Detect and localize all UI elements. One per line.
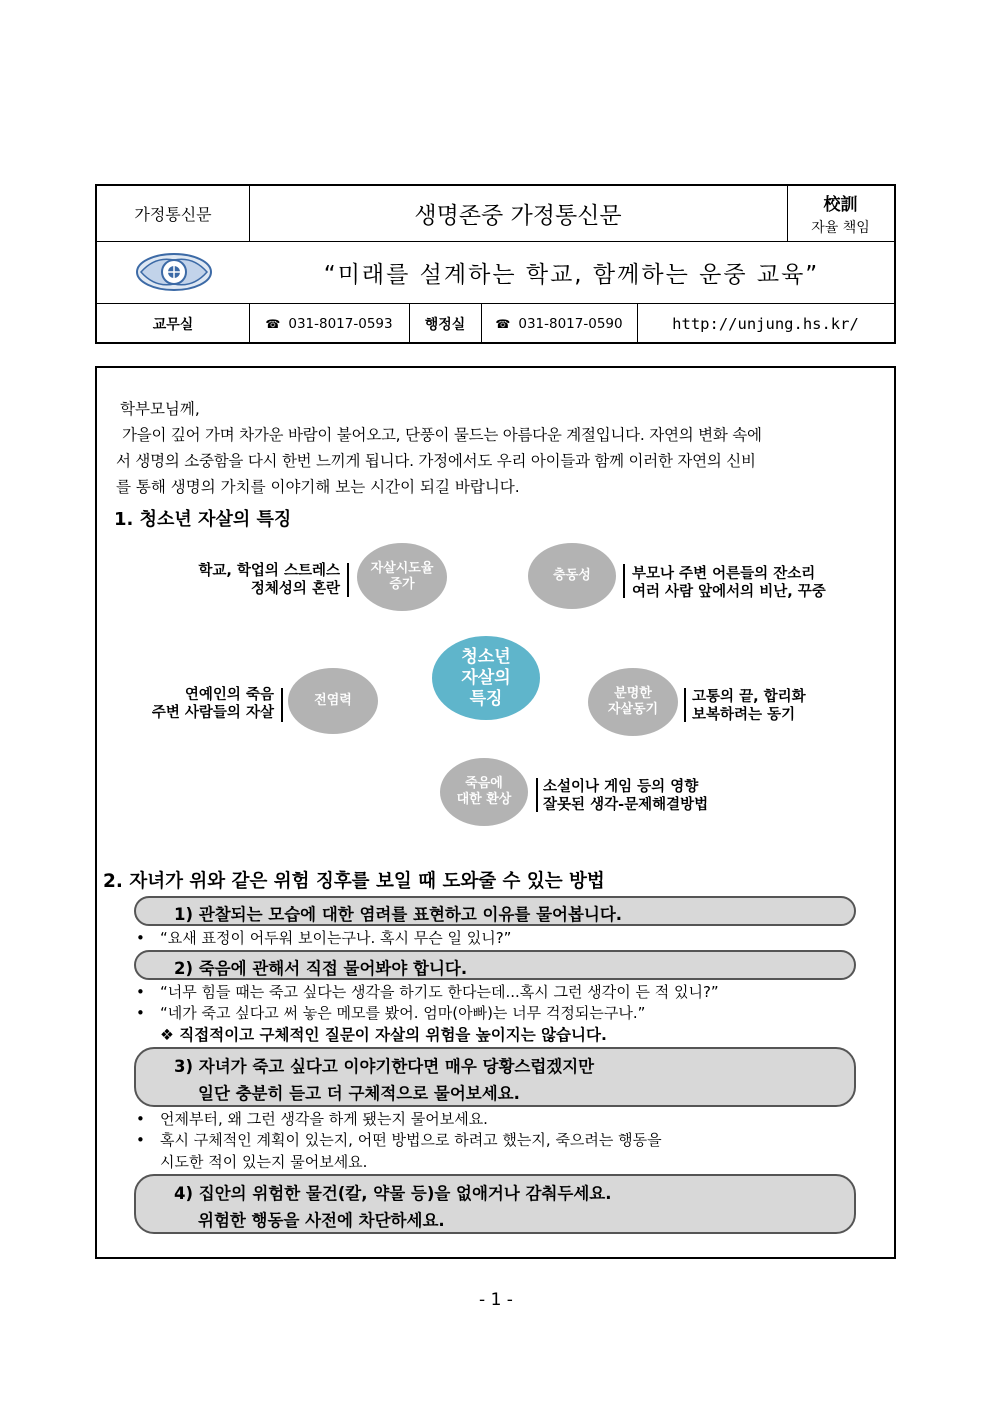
circle-impulsivity: 충동성: [528, 543, 616, 609]
intro-line-1: 가을이 깊어 가며 차가운 바람이 불어오고, 단풍이 물드는 아름다운 계절입니다. 자연의 변화 속에: [122, 426, 762, 444]
doc-type-label: 가정통신문: [134, 205, 212, 224]
intro-line-3: 를 통해 생명의 가치를 이야기해 보는 시간이 되길 바랍니다.: [116, 478, 520, 496]
step-3-line-2: 일단 충분히 듣고 더 구체적으로 물어보세요.: [198, 1084, 520, 1103]
step-3-bullet-1: [136, 1109, 488, 1129]
step-2-bullet-1-text: “너무 힘들 때는 죽고 싶다는 생각을 하기도 한다는데...혹시 그런 생각이 든 적 있니?”: [160, 983, 719, 1001]
step-3-bullet-2-text-a: 혹시 구체적인 계획이 있는지, 어떤 방법으로 하려고 했는지, 죽으려는 행동을: [160, 1131, 662, 1149]
desc-suicide-attempt-2: 정체성의 혼란: [250, 581, 340, 597]
step-3-bullet-1-text: 언제부터, 왜 그런 생각을 하게 됐는지 물어보세요.: [160, 1110, 488, 1128]
step-1-box: [134, 896, 856, 926]
divider: [623, 564, 625, 598]
section2-heading: 2. 자녀가 위와 같은 위험 징후를 보일 때 도와줄 수 있는 방법: [103, 871, 605, 892]
desc-death-fantasy-1: 소설이나 게임 등의 영향: [543, 779, 699, 795]
circle-center-title: 청소년 자살의 특징: [432, 636, 540, 720]
step-4-line-1: 4) 집안의 위험한 물건(칼, 약물 등)을 없애거나 감춰두세요.: [174, 1184, 612, 1203]
office1-label: 교무실: [152, 316, 194, 333]
office2-phone: 031-8017-0590: [518, 315, 623, 332]
office1-phone-cell: [249, 303, 409, 344]
desc-impulsivity-2: 여러 사람 앞에서의 비난, 꾸중: [632, 584, 826, 600]
bullet-icon: •: [136, 1110, 145, 1128]
bullet-icon: •: [136, 1131, 145, 1149]
bullet-icon: •: [136, 983, 145, 1001]
motto-value: 자율 책임: [811, 220, 870, 236]
step-2-bullet-2: [136, 1003, 646, 1023]
bullet-icon: •: [136, 1004, 145, 1022]
step-3-bullet-2-cont: 시도한 적이 있는지 물어보세요.: [160, 1153, 368, 1171]
school-url[interactable]: http://unjung.hs.kr/: [672, 314, 859, 333]
desc-suicide-attempt-1: 학교, 학업의 스트레스: [198, 563, 340, 579]
page-title: 생명존중 가정통신문: [414, 203, 622, 229]
motto-title: 校訓: [823, 195, 858, 215]
divider: [684, 688, 686, 722]
office1-phone: 031-8017-0593: [288, 315, 393, 332]
step-2-box: [134, 950, 856, 980]
page-number: - 1 -: [479, 1290, 513, 1310]
circle-suicide-attempt: 자살시도율 증가: [357, 543, 447, 611]
step-3-line-1: 3) 자녀가 죽고 싶다고 이야기한다면 매우 당황스럽겠지만: [174, 1057, 595, 1076]
desc-impulsivity-1: 부모나 주변 어른들의 잔소리: [632, 566, 816, 582]
step-3-bullet-2: [136, 1130, 662, 1150]
desc-clear-motive-2: 보복하려는 동기: [692, 707, 796, 723]
step-3-box: [134, 1047, 856, 1107]
step-2-text: 2) 죽음에 관해서 직접 물어봐야 합니다.: [174, 959, 468, 978]
phone-icon: ☎: [265, 316, 281, 331]
school-motto: [787, 186, 894, 241]
divider: [536, 778, 538, 812]
circle-contagion: 전염력: [288, 668, 378, 734]
step-2-note: ❖ 직접적이고 구체적인 질문이 자살의 위험을 높이지는 않습니다.: [160, 1026, 607, 1044]
step-4-line-2: 위험한 행동을 사전에 차단하세요.: [198, 1211, 445, 1230]
header-table: [95, 184, 896, 344]
greeting: 학부모님께,: [120, 400, 200, 418]
step-1-bullet-1: [136, 928, 512, 948]
bullet-icon: •: [136, 929, 145, 947]
school-logo: [135, 250, 213, 298]
circle-clear-motive: 분명한 자살동기: [588, 668, 678, 736]
step-4-box: [134, 1174, 856, 1234]
phone-icon: ☎: [495, 316, 511, 331]
step-2-bullet-1: [136, 982, 719, 1002]
divider: [347, 563, 349, 597]
section1-heading: 1. 청소년 자살의 특징: [114, 509, 292, 530]
divider: [281, 688, 283, 722]
school-slogan: “미래를 설계하는 학교, 함께하는 운중 교육”: [323, 261, 820, 288]
desc-death-fantasy-2: 잘못된 생각-문제해결방법: [543, 797, 709, 813]
desc-contagion-2: 주변 사람들의 자살: [151, 705, 274, 721]
step-2-bullet-2-text: “네가 죽고 싶다고 써 놓은 메모를 봤어. 엄마(아빠)는 너무 걱정되는구나.”: [160, 1004, 646, 1022]
intro-line-2: 서 생명의 소중함을 다시 한번 느끼게 됩니다. 가정에서도 우리 아이들과 함께 이러한 자연의 신비: [116, 452, 756, 470]
circle-death-fantasy: 죽음에 대한 환상: [440, 758, 528, 826]
step-1-bullet-1-text: “요새 표정이 어두워 보이는구나. 혹시 무슨 일 있니?”: [160, 929, 512, 947]
desc-clear-motive-1: 고통의 끝, 합리화: [692, 689, 806, 705]
office2-phone-cell: [481, 303, 637, 344]
office2-label: 행정실: [424, 316, 466, 333]
step-1-text: 1) 관찰되는 모습에 대한 염려를 표현하고 이유를 물어봅니다.: [174, 905, 623, 924]
desc-contagion-1: 연예인의 죽음: [184, 687, 274, 703]
